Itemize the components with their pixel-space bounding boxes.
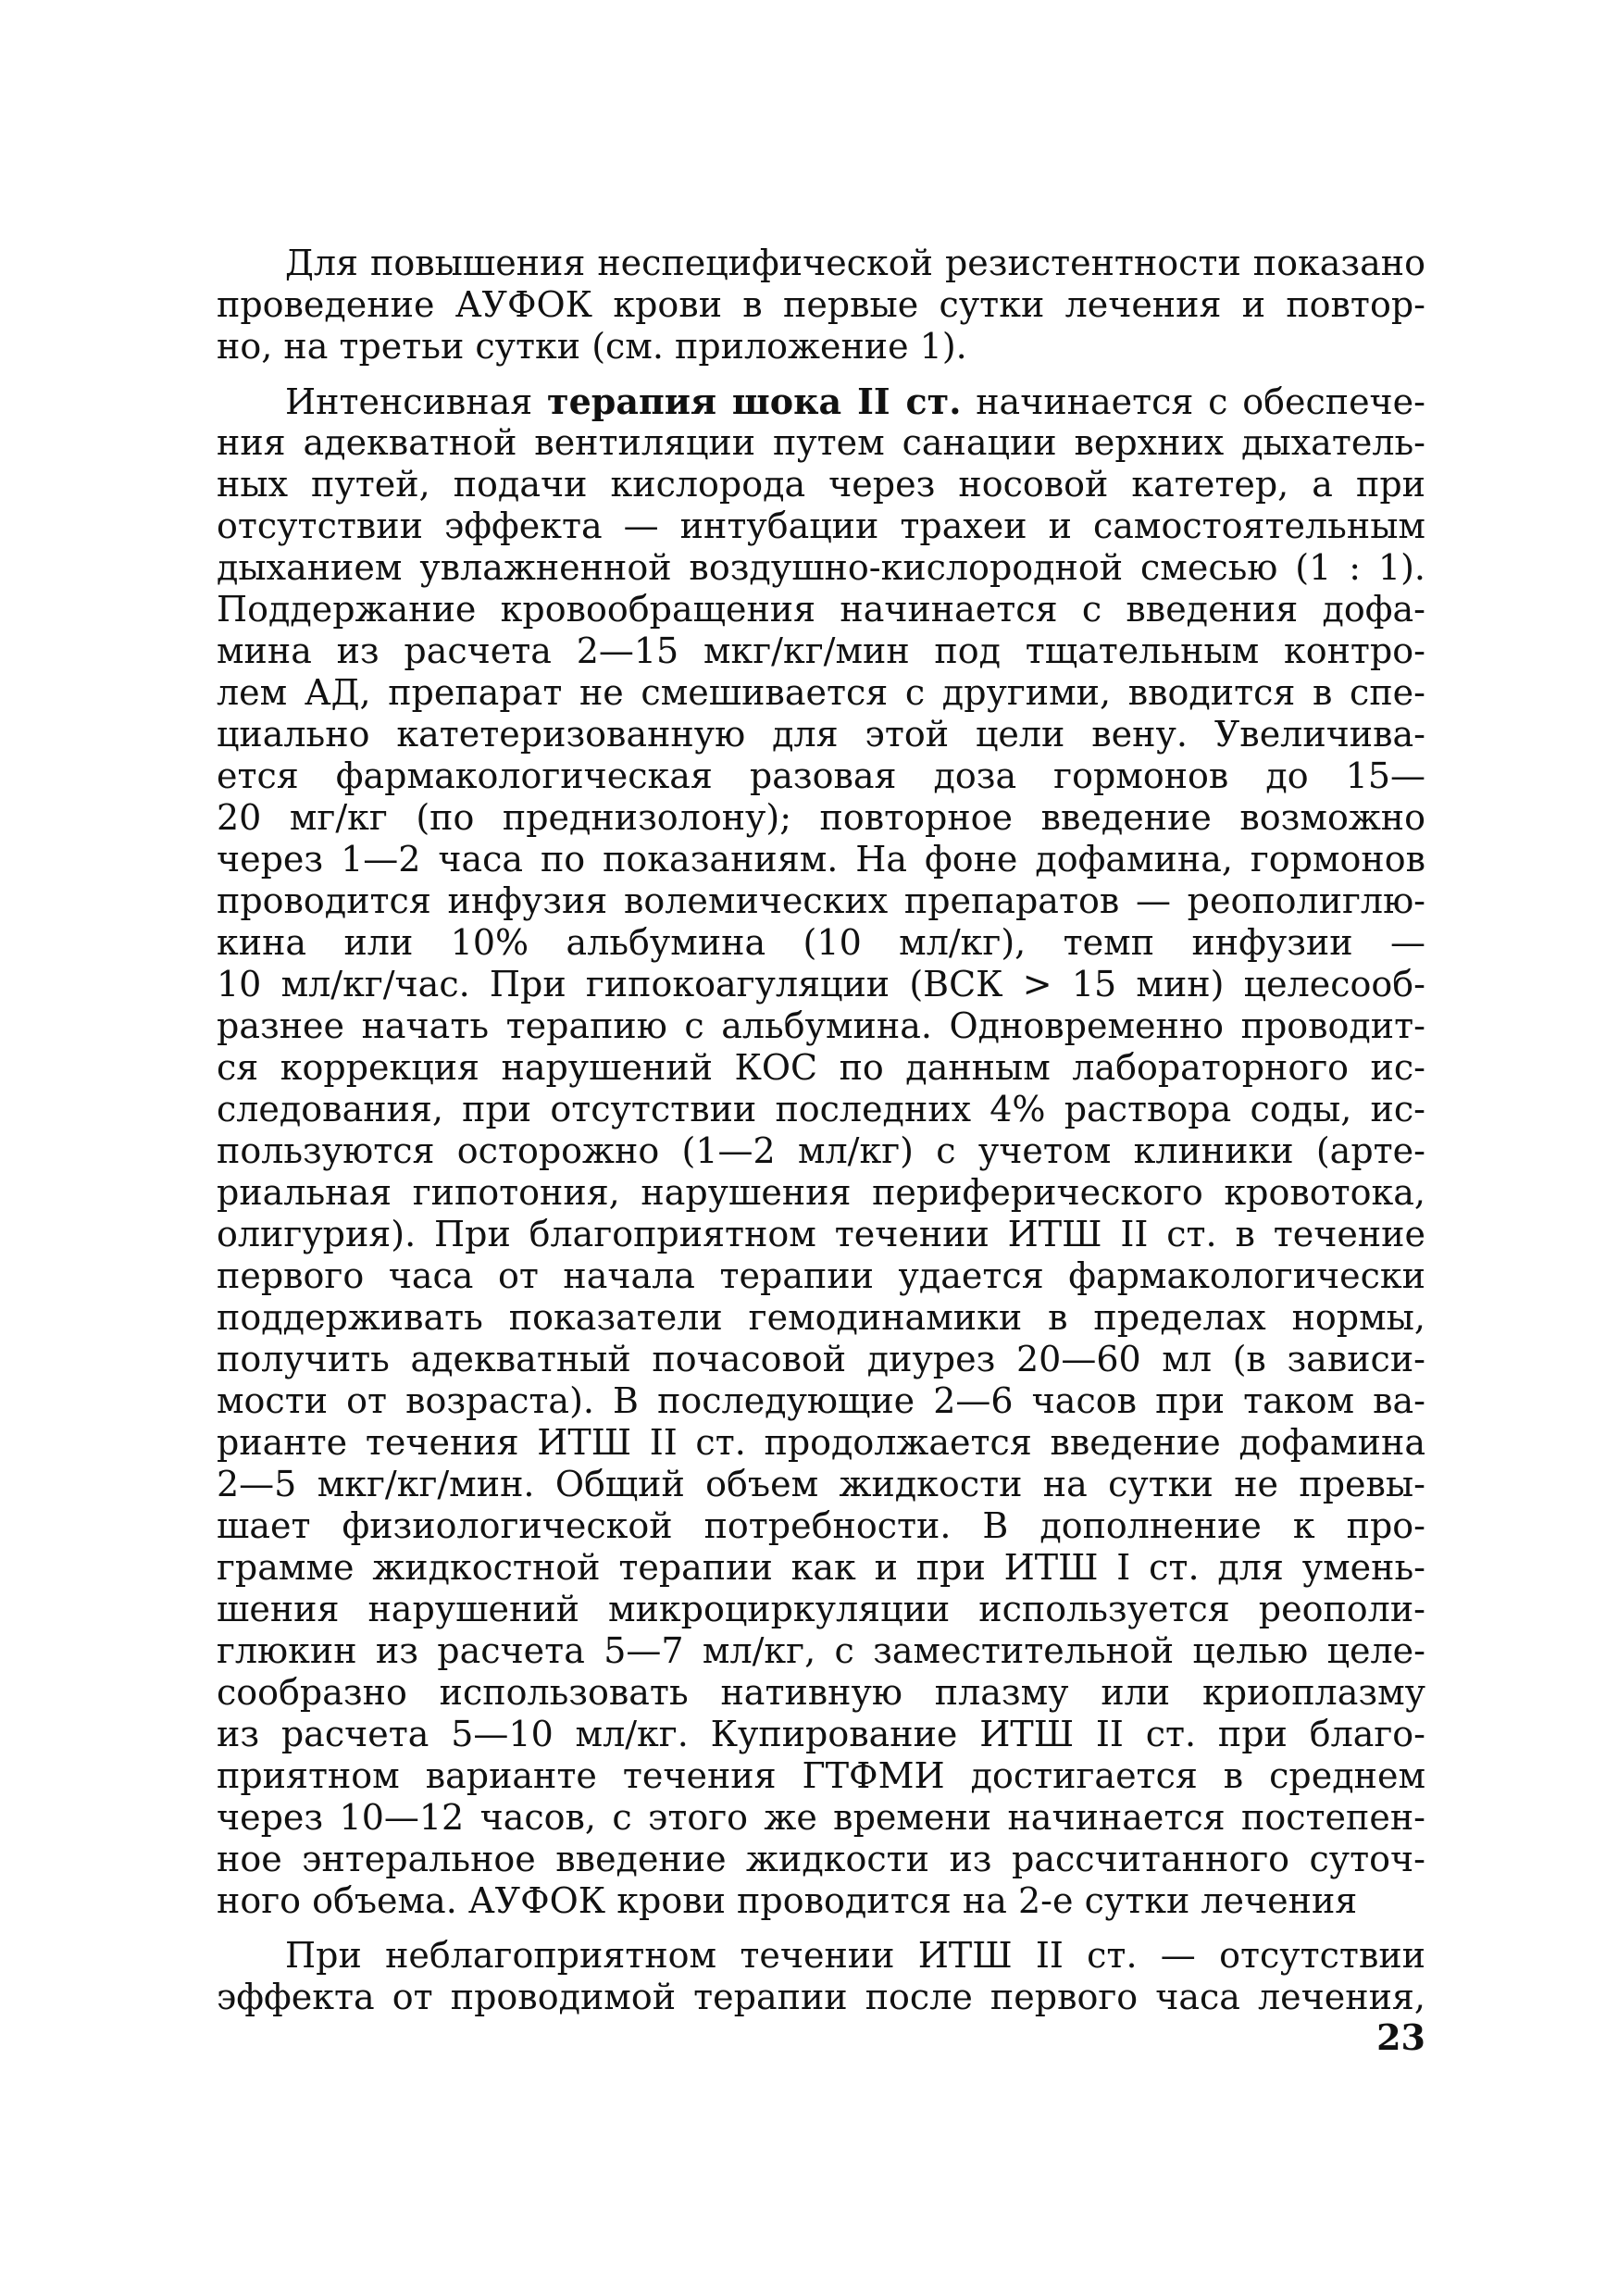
text-line: получить адекватный почасовой диурез 20—60 мл (в зависи-: [217, 1339, 1425, 1379]
text-line: пользуются осторожно (1—2 мл/кг) с учетом клиники (арте-: [217, 1130, 1425, 1171]
text-line: 2—5 мкг/кг/мин. Общий объем жидкости на сутки не превы-: [217, 1464, 1425, 1504]
text-line: отсутствии эффекта — интубации трахеи и самостоятельным: [217, 505, 1425, 546]
page-number: 23: [1376, 2016, 1425, 2058]
text-line: но, на третьи сутки (см. приложение 1).: [217, 326, 967, 367]
paragraph-3: [217, 1935, 1425, 2018]
body-text: [217, 243, 1425, 2018]
text-line: кина или 10% альбумина (10 мл/кг), темп инфузии —: [217, 922, 1425, 963]
text-line: первого часа от начала терапии удается фармакологически: [217, 1255, 1425, 1296]
inline-text: Интенсивная: [285, 381, 548, 422]
text-line: олигурия). При благоприятном течении ИТШ II ст. в течение: [217, 1214, 1425, 1254]
text-line: 20 мг/кг (по преднизолону); повторное введение возможно: [217, 797, 1425, 838]
text-line: шает физиологической потребности. В дополнение к про-: [217, 1505, 1425, 1546]
text-line: грамме жидкостной терапии как и при ИТШ I ст. для умень-: [217, 1547, 1425, 1588]
text-line: ется фармакологическая разовая доза гормонов до 15—: [217, 755, 1425, 796]
text-line: мина из расчета 2—15 мкг/кг/мин под тщательным контро-: [217, 630, 1425, 671]
text-line: Для повышения неспецифической резистентности показано: [285, 243, 1425, 283]
text-line: через 1—2 часа по показаниям. На фоне дофамина, гормонов: [217, 839, 1425, 880]
text-line: эффекта от проводимой терапии после первого часа лечения,: [217, 1977, 1425, 2017]
text-line-with-heading: [217, 381, 1425, 422]
text-line: циально катетеризованную для этой цели вену. Увеличива-: [217, 714, 1425, 755]
text-line: рианте течения ИТШ II ст. продолжается введение дофамина: [217, 1422, 1425, 1463]
text-line: шения нарушений микроциркуляции используется реополи-: [217, 1589, 1425, 1629]
text-line: риальная гипотония, нарушения периферического кровотока,: [217, 1172, 1425, 1213]
text-line: из расчета 5—10 мл/кг. Купирование ИТШ II ст. при благо-: [217, 1714, 1425, 1754]
text-line: лем АД, препарат не смешивается с другими, вводится в спе-: [217, 672, 1425, 713]
text-line: проводится инфузия волемических препаратов — реополиглю-: [217, 880, 1425, 921]
text-line: При неблагоприятном течении ИТШ II ст. — отсутствии: [285, 1935, 1425, 1976]
text-line: разнее начать терапию с альбумина. Одновременно проводит-: [217, 1005, 1425, 1046]
text-line: через 10—12 часов, с этого же времени начинается постепен-: [217, 1797, 1425, 1838]
text-line: дыханием увлажненной воздушно-кислородной смесью (1 : 1).: [217, 547, 1425, 588]
text-line: приятном варианте течения ГТФМИ достигается в среднем: [217, 1755, 1425, 1796]
text-line: следования, при отсутствии последних 4% раствора соды, ис-: [217, 1089, 1425, 1129]
inline-text: начинается с обеспече-: [961, 381, 1426, 422]
paragraph-1: [217, 243, 1425, 368]
text-line: ного объема. АУФОК крови проводится на 2-е сутки лечения: [217, 1880, 1358, 1921]
text-line: ния адекватной вентиляции путем санации верхних дыхатель-: [217, 422, 1425, 463]
text-line: глюкин из расчета 5—7 мл/кг, с заместительной целью целе-: [217, 1630, 1425, 1671]
text-line: ное энтеральное введение жидкости из рассчитанного суточ-: [217, 1839, 1425, 1879]
text-line: 10 мл/кг/час. При гипокоагуляции (ВСК > 15 мин) целесооб-: [217, 964, 1425, 1004]
text-line: проведение АУФОК крови в первые сутки лечения и повтор-: [217, 284, 1425, 325]
text-line: сообразно использовать нативную плазму или криоплазму: [217, 1672, 1425, 1713]
text-line: Поддержание кровообращения начинается с введения дофа-: [217, 589, 1425, 630]
text-line: ных путей, подачи кислорода через носовой катетер, а при: [217, 464, 1425, 505]
text-line: поддерживать показатели гемодинамики в пределах нормы,: [217, 1297, 1425, 1338]
text-line: мости от возраста). В последующие 2—6 часов при таком ва-: [217, 1380, 1425, 1421]
inline-heading: терапия шока II ст.: [547, 381, 962, 422]
text-line: ся коррекция нарушений КОС по данным лабораторного ис-: [217, 1047, 1425, 1088]
paragraph-2: [217, 381, 1425, 1922]
